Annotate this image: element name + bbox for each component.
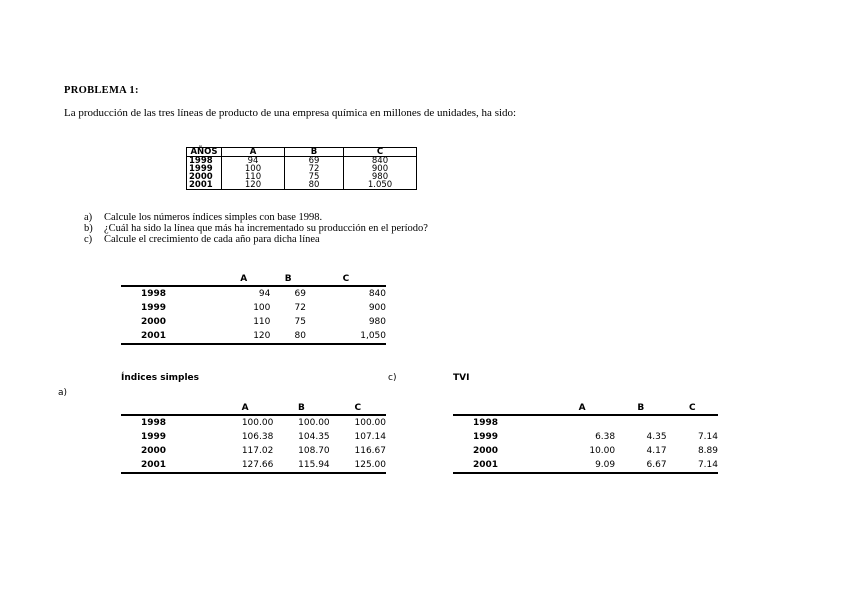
question-label: b) bbox=[84, 223, 93, 234]
table-cell: 72 bbox=[294, 303, 306, 313]
year-cell: 1999 bbox=[187, 165, 222, 173]
question-item bbox=[84, 223, 428, 234]
table-cell: 110 bbox=[253, 317, 271, 327]
header-cell: C bbox=[688, 402, 696, 413]
table-cell: 80 bbox=[294, 331, 306, 341]
table-cell: 900 bbox=[344, 165, 417, 173]
table-cell: 108.70 bbox=[298, 446, 330, 456]
header-cell: C bbox=[342, 273, 350, 284]
table-cell: 6.67 bbox=[646, 460, 667, 470]
table-cell: 7.14 bbox=[697, 432, 718, 442]
year-cell: 1998 bbox=[187, 157, 222, 166]
header-cell: B bbox=[637, 402, 645, 413]
year-cell: 2001 bbox=[187, 181, 222, 190]
table-cell: 69 bbox=[285, 157, 344, 166]
table-row bbox=[453, 458, 718, 473]
table-cell: 120 bbox=[222, 181, 285, 190]
table-row bbox=[121, 458, 386, 473]
table-row bbox=[121, 430, 386, 444]
table-row bbox=[121, 444, 386, 458]
year-cell: 1999 bbox=[141, 432, 167, 442]
table-cell: 100 bbox=[253, 303, 271, 313]
table-cell: 72 bbox=[285, 165, 344, 173]
table-cell: 80 bbox=[285, 181, 344, 190]
table-cell: 106.38 bbox=[241, 432, 274, 442]
table-cell: 100.00 bbox=[241, 418, 274, 428]
table-cell: 107.14 bbox=[354, 432, 386, 442]
question-item bbox=[84, 234, 428, 245]
table-cell: 840 bbox=[368, 289, 386, 299]
question-item bbox=[84, 212, 428, 223]
header-cell bbox=[453, 401, 549, 415]
header-cell: C bbox=[354, 402, 362, 413]
year-cell: 1998 bbox=[141, 418, 167, 428]
tvi-title: TVI bbox=[453, 373, 470, 383]
problem-title: PROBLEMA 1: bbox=[64, 85, 139, 96]
year-cell: 2001 bbox=[141, 331, 167, 341]
year-cell: 2000 bbox=[187, 173, 222, 181]
year-cell: 2000 bbox=[141, 446, 167, 456]
year-cell: 2001 bbox=[473, 460, 499, 470]
table-cell: 4.17 bbox=[646, 446, 667, 456]
header-cell: B bbox=[298, 402, 305, 413]
table-cell: 94 bbox=[258, 289, 271, 299]
table-row bbox=[121, 286, 386, 301]
table-cell: 1,050 bbox=[360, 331, 386, 341]
header-cell: B bbox=[284, 273, 292, 284]
year-cell: 1998 bbox=[473, 418, 499, 428]
year-cell: 1999 bbox=[473, 432, 499, 442]
year-cell: 2000 bbox=[473, 446, 499, 456]
year-cell: 2000 bbox=[141, 317, 167, 327]
table-cell: 104.35 bbox=[298, 432, 330, 442]
table-row bbox=[121, 415, 386, 430]
table-cell: 69 bbox=[294, 289, 306, 299]
header-cell: A bbox=[241, 402, 249, 413]
table-cell: 7.14 bbox=[697, 460, 718, 470]
table-cell: 8.89 bbox=[697, 446, 718, 456]
table-cell: 6.38 bbox=[595, 432, 616, 442]
answer-label-a: a) bbox=[58, 388, 68, 398]
table-row bbox=[453, 430, 718, 444]
indices-title: Índices simples bbox=[121, 373, 200, 383]
table-cell: 100 bbox=[222, 165, 285, 173]
table-row bbox=[121, 301, 386, 315]
table-row bbox=[121, 315, 386, 329]
year-cell: 2001 bbox=[141, 460, 167, 470]
table-cell: 117.02 bbox=[241, 446, 274, 456]
table-cell: 900 bbox=[368, 303, 386, 313]
table-header-row bbox=[453, 401, 718, 415]
question-label: a) bbox=[84, 212, 93, 223]
answer-label-c: c) bbox=[388, 373, 397, 383]
header-cell: A bbox=[222, 148, 285, 157]
table-cell: 1.050 bbox=[344, 181, 417, 190]
table-header-row bbox=[121, 401, 386, 415]
question-label: c) bbox=[84, 234, 93, 245]
table-cell: 980 bbox=[344, 173, 417, 181]
table-cell: 100.00 bbox=[354, 418, 386, 428]
table-row bbox=[453, 415, 718, 430]
header-cell bbox=[121, 272, 217, 286]
simple-indices-table bbox=[121, 401, 386, 474]
table-cell: 94 bbox=[222, 157, 285, 166]
question-text: Calcule los números índices simples con base 1998. bbox=[104, 212, 323, 223]
header-cell: A bbox=[240, 273, 248, 284]
tvi-table bbox=[453, 401, 718, 474]
table-cell: 115.94 bbox=[298, 460, 330, 470]
production-data-table bbox=[121, 272, 386, 345]
header-cell bbox=[121, 401, 217, 415]
table-cell: 10.00 bbox=[589, 446, 616, 456]
table-row bbox=[453, 444, 718, 458]
question-text: Calcule el crecimiento de cada año para dicha línea bbox=[104, 234, 320, 245]
table-cell: 4.35 bbox=[646, 432, 667, 442]
table-cell: 110 bbox=[222, 173, 285, 181]
table-cell bbox=[615, 415, 666, 430]
table-header-row bbox=[121, 272, 386, 286]
table-cell: 120 bbox=[253, 331, 271, 341]
year-cell: 1999 bbox=[141, 303, 167, 313]
table-cell: 9.09 bbox=[595, 460, 616, 470]
header-cell: B bbox=[285, 148, 344, 157]
question-text: ¿Cuál ha sido la línea que más ha incrementado su producción en el período? bbox=[104, 223, 428, 234]
table-row bbox=[187, 181, 417, 190]
table-cell bbox=[549, 415, 615, 430]
table-cell: 840 bbox=[344, 157, 417, 166]
table-cell: 125.00 bbox=[354, 460, 386, 470]
table-cell: 127.66 bbox=[241, 460, 274, 470]
table-cell: 100.00 bbox=[298, 418, 330, 428]
given-production-table bbox=[186, 147, 417, 190]
header-cell: C bbox=[344, 148, 417, 157]
table-cell: 75 bbox=[285, 173, 344, 181]
problem-statement: La producción de las tres líneas de producto de una empresa química en millones de unidades, ha sido: bbox=[64, 107, 517, 119]
header-cell: AÑOS bbox=[187, 148, 222, 157]
question-list bbox=[84, 212, 428, 245]
table-cell: 116.67 bbox=[354, 446, 386, 456]
table-row bbox=[121, 329, 386, 344]
table-cell: 75 bbox=[294, 317, 306, 327]
table-cell bbox=[667, 415, 718, 430]
year-cell: 1998 bbox=[141, 289, 167, 299]
table-cell: 980 bbox=[368, 317, 386, 327]
header-cell: A bbox=[578, 402, 586, 413]
